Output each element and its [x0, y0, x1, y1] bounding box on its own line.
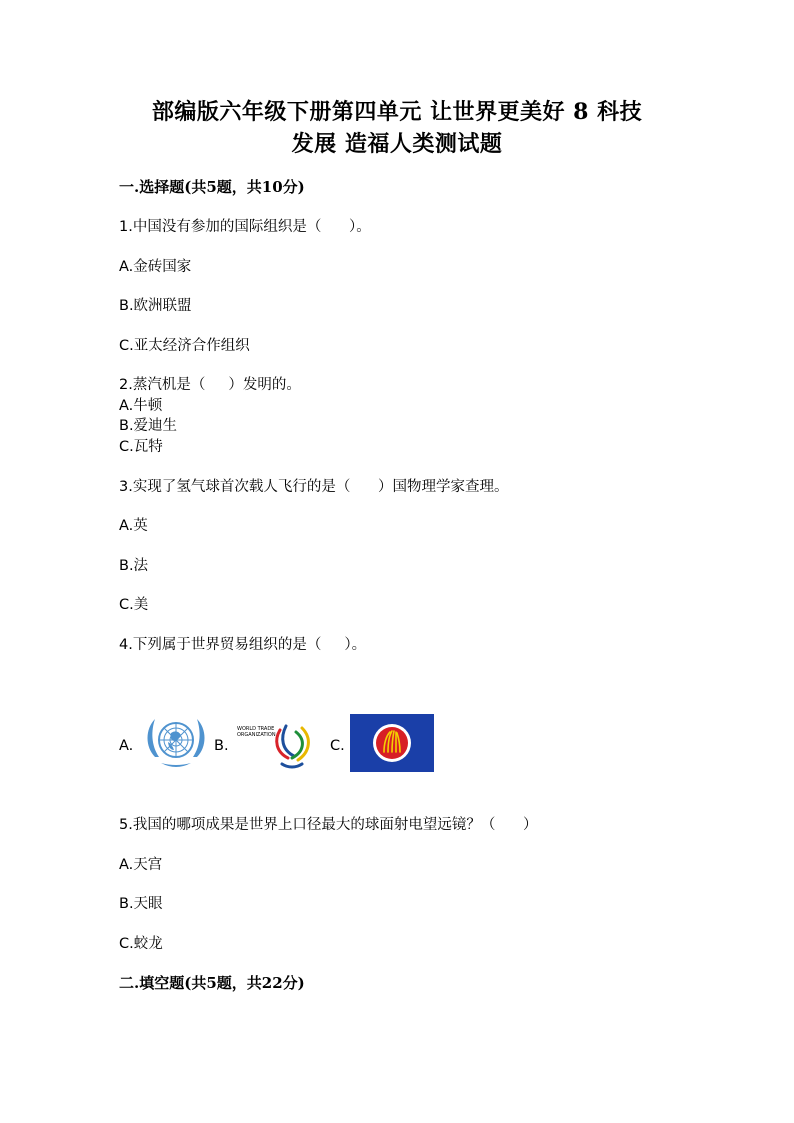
question-3-option-b: B.法 — [119, 558, 149, 574]
question-2-stem: 2.蒸汽机是（ ）发明的。 — [119, 377, 301, 393]
question-2-option-b: B.爱迪生 — [119, 418, 178, 434]
question-5-option-a: A.天宫 — [119, 857, 163, 873]
question-4-stem: 4.下列属于世界贸易组织的是（ ）。 — [119, 637, 367, 653]
question-4-option-a: A. — [119, 738, 134, 754]
question-1-option-a: A.金砖国家 — [119, 259, 192, 275]
question-4-option-c: C. — [330, 738, 345, 754]
question-4-option-b: B. — [214, 738, 229, 754]
page-title-line2: 发展 造福人类测试题 — [291, 131, 503, 157]
question-3-stem: 3.实现了氢气球首次载人飞行的是（ ）国物理学家查理。 — [119, 479, 509, 495]
section-heading-fill-blank: 二.填空题(共5题，共22分) — [119, 974, 305, 992]
asean-flag-icon — [350, 714, 434, 772]
wto-logo-icon — [236, 712, 331, 772]
question-3-option-c: C.美 — [119, 597, 149, 613]
section-heading-choice: 一.选择题(共5题，共10分) — [119, 178, 305, 196]
question-2-option-c: C.瓦特 — [119, 439, 163, 455]
question-2-option-a: A.牛顿 — [119, 398, 163, 414]
wto-logo-text-line2: ORGANIZATION — [237, 732, 276, 738]
question-5-stem: 5.我国的哪项成果是世界上口径最大的球面射电望远镜？（ ） — [119, 817, 538, 833]
question-1-option-c: C.亚太经济合作组织 — [119, 338, 250, 354]
page-title-line1: 部编版六年级下册第四单元 让世界更美好 8 科技 — [151, 99, 643, 125]
un-emblem-icon — [141, 713, 211, 773]
wto-logo-text-line1: WORLD TRADE — [237, 726, 275, 732]
question-5-option-c: C.蛟龙 — [119, 936, 163, 952]
question-1-stem: 1.中国没有参加的国际组织是（ ）。 — [119, 219, 371, 235]
question-5-option-b: B.天眼 — [119, 896, 163, 912]
question-3-option-a: A.英 — [119, 518, 148, 534]
question-1-option-b: B.欧洲联盟 — [119, 298, 192, 314]
